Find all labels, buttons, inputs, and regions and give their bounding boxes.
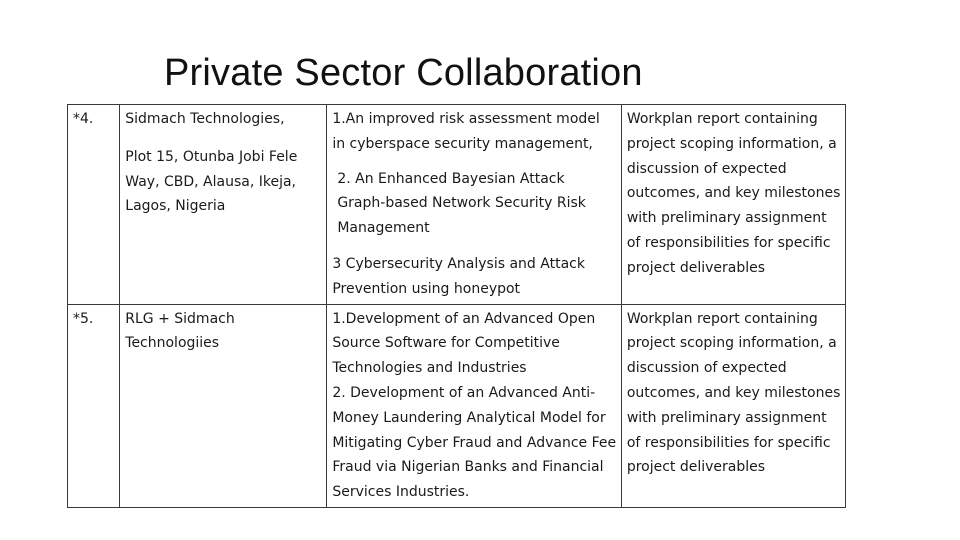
organization-address: Plot 15, Otunba Jobi Fele Way, CBD, Alausa, Ikeja, Lagos, Nigeria: [125, 148, 298, 215]
project-item: 1.Development of an Advanced Open Source Software for Competitive Technologies and Industries: [332, 310, 596, 377]
deliverable-text: Workplan report containing project scoping information, a discussion of expected outcomes, and key milestones with preliminary assignment of responsibilities for specific project deliverables: [626, 111, 841, 276]
deliverable-text: Workplan report containing project scoping information, a discussion of expected outcomes, and key milestones with preliminary assignment of responsibilities for specific project deliverables: [626, 310, 841, 476]
projects-cell: [327, 105, 622, 305]
project-item: 2. An Enhanced Bayesian Attack Graph-based Network Security Risk Management: [337, 170, 586, 237]
deliverable-cell: [621, 304, 845, 507]
table-row: [68, 304, 846, 507]
project-item: 1.An improved risk assessment model in cyberspace security management,: [332, 111, 600, 152]
organization-cell: [120, 105, 327, 305]
organization-name: RLG + Sidmach Technologiies: [125, 310, 235, 352]
table-row: [68, 105, 846, 305]
row-number: *5.: [68, 304, 120, 507]
organization-cell: [120, 304, 327, 507]
row-number: *4.: [68, 105, 120, 305]
deliverable-cell: [621, 105, 845, 305]
projects-cell: [327, 304, 622, 507]
organization-name: Sidmach Technologies,: [125, 111, 285, 127]
slide-title: Private Sector Collaboration: [164, 52, 643, 94]
project-item: 2. Development of an Advanced Anti-Money Laundering Analytical Model for Mitigating Cyber Fraud and Advance Fee Fraud via Nigerian Banks and Financial Services Industries.: [332, 384, 617, 501]
project-item: 3 Cybersecurity Analysis and Attack Prevention using honeypot: [332, 255, 585, 297]
collaboration-table: [67, 104, 846, 508]
